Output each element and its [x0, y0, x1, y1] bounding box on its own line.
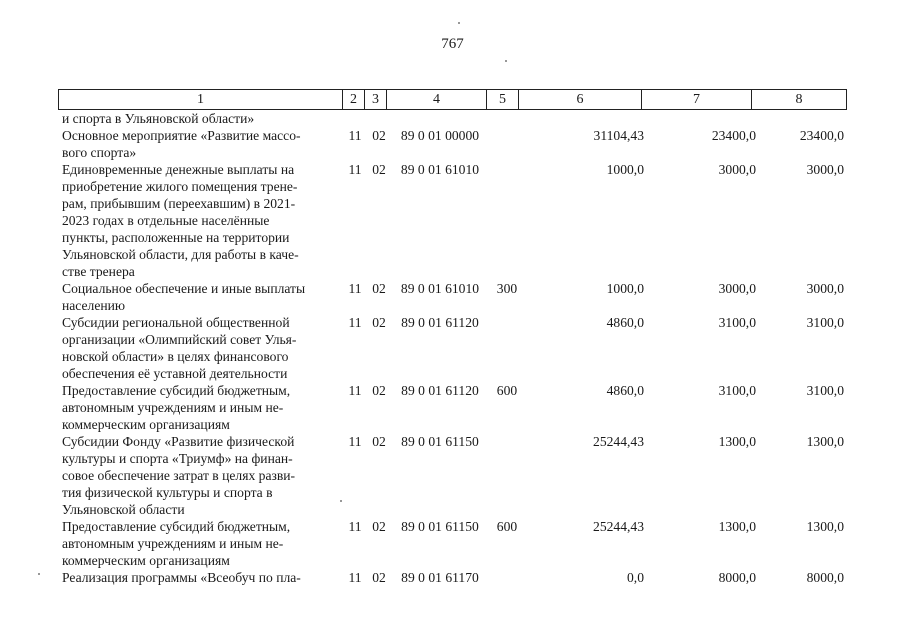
row-description	[58, 127, 338, 161]
amount-col-6: 4860,0	[606, 315, 644, 330]
description-line: совое обеспечение затрат в целях разви-	[62, 468, 296, 483]
header-col-5: 5	[487, 90, 519, 110]
amount-col-7: 8000,0	[718, 570, 756, 585]
subsection-code: 02	[372, 434, 386, 449]
section-code: 11	[348, 383, 362, 398]
description-line: Реализация программы «Всеобуч по пла-	[62, 570, 301, 585]
description-line: культуры и спорта «Триумф» на финан-	[62, 451, 293, 466]
subsection-code: 02	[372, 383, 386, 398]
target-article-code: 89 0 01 61150	[401, 434, 479, 449]
amount-col-7: 3100,0	[718, 383, 756, 398]
scan-speck	[38, 573, 40, 575]
row-description	[58, 518, 338, 569]
amount-col-8: 8000,0	[806, 570, 844, 585]
amount-col-6: 25244,43	[593, 519, 644, 534]
header-col-4: 4	[387, 90, 487, 110]
target-article-code: 89 0 01 61150	[401, 519, 479, 534]
row-description	[58, 314, 338, 382]
section-code: 11	[348, 519, 362, 534]
table-row	[58, 433, 846, 518]
amount-col-8: 1300,0	[806, 519, 844, 534]
table-row	[58, 127, 846, 161]
row-description	[58, 433, 338, 518]
description-line: коммерческим организациям	[62, 553, 230, 568]
amount-col-8: 23400,0	[799, 128, 844, 143]
scan-speck	[458, 22, 460, 24]
table-row	[58, 382, 846, 433]
target-article-code: 89 0 01 61010	[400, 281, 480, 296]
amount-col-8: 3100,0	[806, 383, 844, 398]
amount-col-8: 3100,0	[806, 315, 844, 330]
target-article-code: 89 0 01 61170	[401, 570, 479, 585]
description-line: тия физической культуры и спорта в	[62, 485, 273, 500]
description-line: Ульяновской области	[62, 502, 185, 517]
header-row	[59, 90, 847, 110]
table-row	[58, 110, 846, 127]
description-line: и спорта в Ульяновской области»	[62, 111, 255, 126]
amount-col-6: 31104,43	[593, 128, 644, 143]
section-code: 11	[348, 434, 362, 449]
table-row	[58, 280, 846, 314]
description-line: рам, прибывшим (переехавшим) в 2021-	[62, 196, 296, 211]
description-line: 2023 годах в отдельные населённые	[62, 213, 270, 228]
amount-col-6: 1000,0	[606, 281, 644, 296]
subsection-code: 02	[372, 519, 386, 534]
amount-col-7: 3000,0	[718, 281, 756, 296]
amount-col-8: 3000,0	[806, 162, 844, 177]
description-line: автономным учреждениям и иным не-	[62, 536, 284, 551]
description-line: обеспечения её уставной деятельности	[62, 366, 288, 381]
description-line: пункты, расположенные на территории	[62, 230, 290, 245]
table-body	[58, 110, 846, 586]
target-article-code: 89 0 01 61120	[401, 315, 479, 330]
expense-type-code: 600	[496, 383, 518, 398]
section-code: 11	[348, 315, 362, 330]
amount-col-7: 3100,0	[718, 315, 756, 330]
row-description	[58, 161, 338, 280]
amount-col-6: 25244,43	[593, 434, 644, 449]
section-code: 11	[348, 128, 362, 143]
amount-col-6: 1000,0	[606, 162, 644, 177]
target-article-code: 89 0 01 00000	[400, 128, 480, 143]
subsection-code: 02	[372, 162, 386, 177]
description-line: населению	[62, 298, 126, 313]
description-line: Социальное обеспечение и иные выплаты	[62, 281, 306, 296]
header-col-8: 8	[752, 90, 847, 110]
target-article-code: 89 0 01 61010	[400, 162, 480, 177]
target-article-code: 89 0 01 61120	[401, 383, 479, 398]
table-row	[58, 314, 846, 382]
description-line: стве тренера	[62, 264, 135, 279]
amount-col-6: 4860,0	[606, 383, 644, 398]
header-col-2: 2	[343, 90, 365, 110]
row-description	[58, 382, 338, 433]
description-line: Предоставление субсидий бюджетным,	[62, 519, 291, 534]
description-line: Основное мероприятие «Развитие массо-	[62, 128, 301, 143]
description-line: вого спорта»	[62, 145, 137, 160]
amount-col-7: 3000,0	[718, 162, 756, 177]
description-line: Единовременные денежные выплаты на	[62, 162, 295, 177]
header-col-1: 1	[59, 90, 343, 110]
amount-col-8: 3000,0	[806, 281, 844, 296]
table-row	[58, 518, 846, 569]
row-description	[58, 569, 338, 586]
description-line: автономным учреждениям и иным не-	[62, 400, 284, 415]
header-col-6: 6	[519, 90, 642, 110]
row-description	[58, 280, 338, 314]
page-number: 767	[441, 36, 464, 52]
description-line: Субсидии Фонду «Развитие физической	[62, 434, 295, 449]
description-line: новской области» в целях финансового	[62, 349, 289, 364]
description-line: организации «Олимпийский совет Улья-	[62, 332, 297, 347]
subsection-code: 02	[372, 315, 386, 330]
header-col-3: 3	[365, 90, 387, 110]
expense-type-code: 300	[496, 281, 518, 296]
amount-col-6: 0,0	[627, 570, 644, 585]
table-header	[58, 89, 847, 110]
scan-speck	[340, 500, 342, 502]
section-code: 11	[348, 162, 362, 177]
row-description	[58, 110, 338, 127]
description-line: Субсидии региональной общественной	[62, 315, 290, 330]
subsection-code: 02	[372, 128, 386, 143]
section-code: 11	[348, 570, 362, 585]
amount-col-7: 23400,0	[711, 128, 756, 143]
subsection-code: 02	[372, 281, 386, 296]
amount-col-7: 1300,0	[718, 519, 756, 534]
header-col-7: 7	[642, 90, 752, 110]
subsection-code: 02	[372, 570, 386, 585]
table-row	[58, 161, 846, 280]
description-line: Ульяновской области, для работы в каче-	[62, 247, 299, 262]
amount-col-8: 1300,0	[806, 434, 844, 449]
description-line: коммерческим организациям	[62, 417, 230, 432]
expense-type-code: 600	[496, 519, 518, 534]
description-line: Предоставление субсидий бюджетным,	[62, 383, 291, 398]
description-line: приобретение жилого помещения трене-	[62, 179, 298, 194]
section-code: 11	[348, 281, 362, 296]
scan-speck	[505, 60, 507, 62]
amount-col-7: 1300,0	[718, 434, 756, 449]
table-row	[58, 569, 846, 586]
